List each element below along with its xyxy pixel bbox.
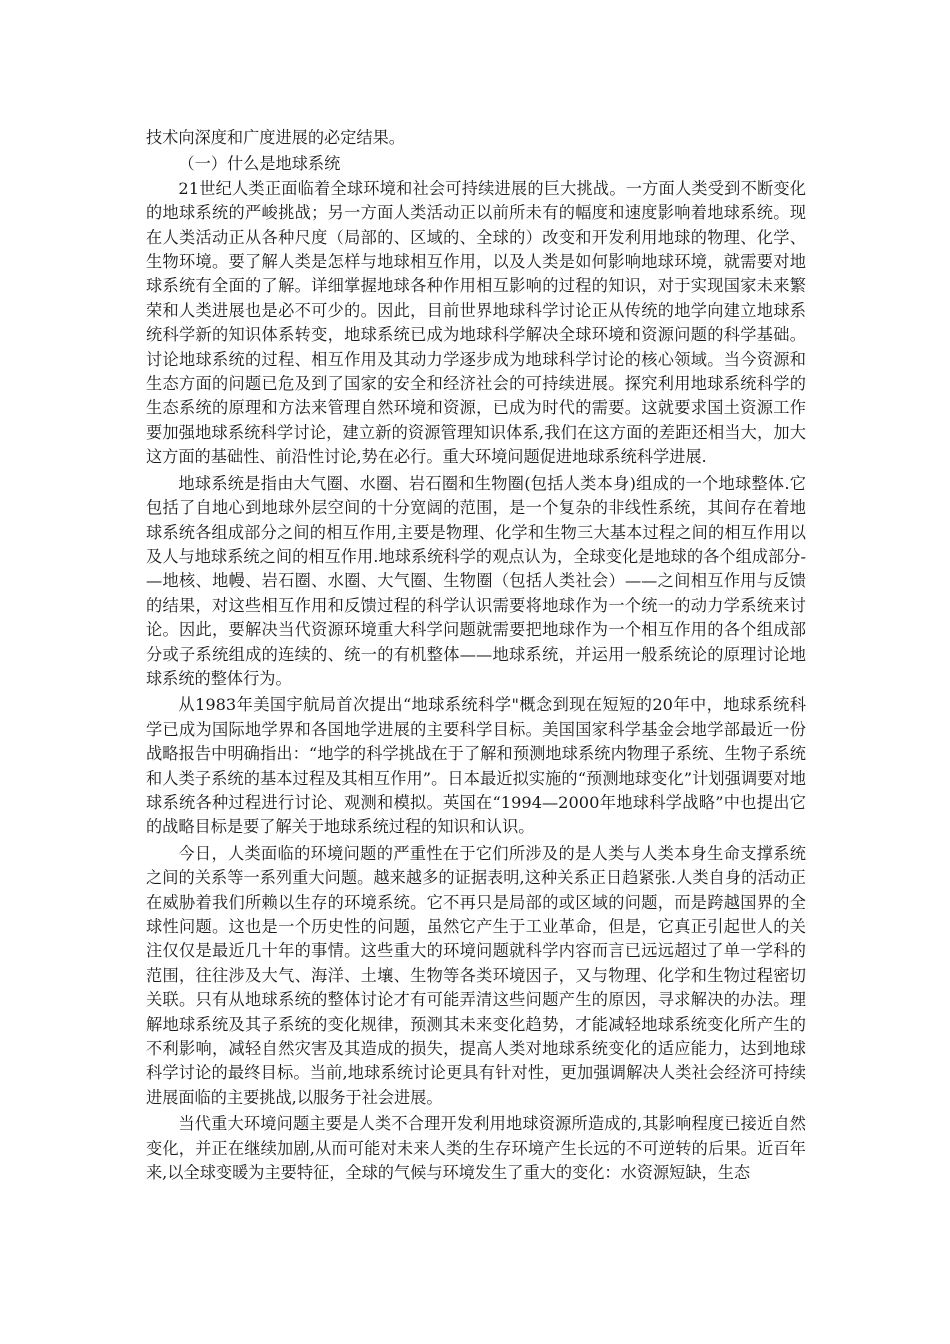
paragraph: 21世纪人类正面临着全球环境和社会可持续进展的巨大挑战。一方面人类受到不断变化的地球系统的严峻挑战；另一方面人类活动正以前所未有的幅度和速度影响着地球系统。现在人类活动正从各种尺度（局部的、区域的、全球的）改变和开发利用地球的物理、化学、生物环境。要了解人类是怎样与地球相互作用，以及人类是如何影响地球环境，就需要对地球系统有全面的了解。详细掌握地球各种作用相互影响的过程的知识，对于实现国家未来繁荣和人类进展也是必不可少的。因此，目前世界地球科学讨论正从传统的地学向建立地球系统科学新的知识体系转变，地球系统已成为地球科学解决全球环境和资源问题的科学基础。讨论地球系统的过程、相互作用及其动力学逐步成为地球科学讨论的核心领域。当今资源和生态方面的问题已危及到了国家的安全和经济社会的可持续进展。探究利用地球系统科学的生态系统的原理和方法来管理自然环境和资源，已成为时代的需要。这就要求国土资源工作要加强地球系统科学讨论，建立新的资源管理知识体系,我们在这方面的差距还相当大，加大这方面的基础性、前沿性讨论,势在必行。重大环境问题促进地球系统科学进展. <box>146 178 806 467</box>
paragraph-continuation: 技术向深度和广度进展的必定结果。 <box>146 128 405 147</box>
paragraph: 当代重大环境问题主要是人类不合理开发利用地球资源所造成的,其影响程度已接近自然变化，并正在继续加剧,从而可能对未来人类的生存环境产生长远的不可逆转的后果。近百年来,以全球变暖为主要特征，全球的气候与环境发生了重大的变化：水资源短缺，生态 <box>146 1114 806 1183</box>
paragraph: 从1983年美国宇航局首次提出“地球系统科学"概念到现在短短的20年中，地球系统科学已成为国际地学界和各国地学进展的主要科学目标。美国国家科学基金会地学部最近一份战略报告中明确指出：“地学的科学挑战在于了解和预测地球系统内物理子系统、生物子系统和人类子系统的基本过程及其相互作用”。日本最近拟实施的“预测地球变化”计划强调要对地球系统各种过程进行讨论、观测和模拟。英国在“1994—2000年地球科学战略”中也提出它的战略目标是要了解关于地球系统过程的知识和认识。 <box>146 695 806 837</box>
section-heading: （一）什么是地球系统 <box>178 154 341 174</box>
paragraph: 今日，人类面临的环境问题的严重性在于它们所涉及的是人类与人类本身生命支撑系统之间的关系等一系列重大问题。越来越多的证据表明,这种关系正日趋紧张.人类自身的活动正在威胁着我们所赖以生存的环境系统。它不再只是局部的或区域的问题，而是跨越国界的全球性问题。这也是一个历史性的问题，虽然它产生于工业革命，但是，它真正引起世人的关注仅仅是最近几十年的事情。这些重大的环境问题就科学内容而言已远远超过了单一学科的范围，往往涉及大气、海洋、土壤、生物等各类环境因子，又与物理、化学和生物过程密切关联。只有从地球系统的整体讨论才有可能弄清这些问题产生的原因，寻求解决的办法。理解地球系统及其子系统的变化规律，预测其未来变化趋势，才能减轻地球系统变化所产生的不利影响，减轻自然灾害及其造成的损失，提高人类对地球系统变化的适应能力，达到地球科学讨论的最终目标。当前,地球系统讨论更具有针对性，更加强调解决人类社会经济可持续进展面临的主要挑战,以服务于社会进展。 <box>146 843 806 1107</box>
paragraph: 地球系统是指由大气圈、水圈、岩石圈和生物圈(包括人类本身)组成的一个地球整体.它包括了自地心到地球外层空间的十分宽阔的范围，是一个复杂的非线性系统，其间存在着地球系统各组成部分之间的相互作用,主要是物理、化学和生物三大基本过程之间的相互作用以及人与地球系统之间的相互作用.地球系统科学的观点认为，全球变化是地球的各个组成部分-—地核、地幔、岩石圈、水圈、大气圈、生物圈（包括人类社会）——之间相互作用与反馈的结果，对这些相互作用和反馈过程的科学认识需要将地球作为一个统一的动力学系统来讨论。因此，要解决当代资源环境重大科学问题就需要把地球作为一个相互作用的各个组成部分或子系统组成的连续的、统一的有机整体——地球系统，并运用一般系统论的原理讨论地球系统的整体行为。 <box>146 473 806 688</box>
document-body <box>146 126 806 1187</box>
